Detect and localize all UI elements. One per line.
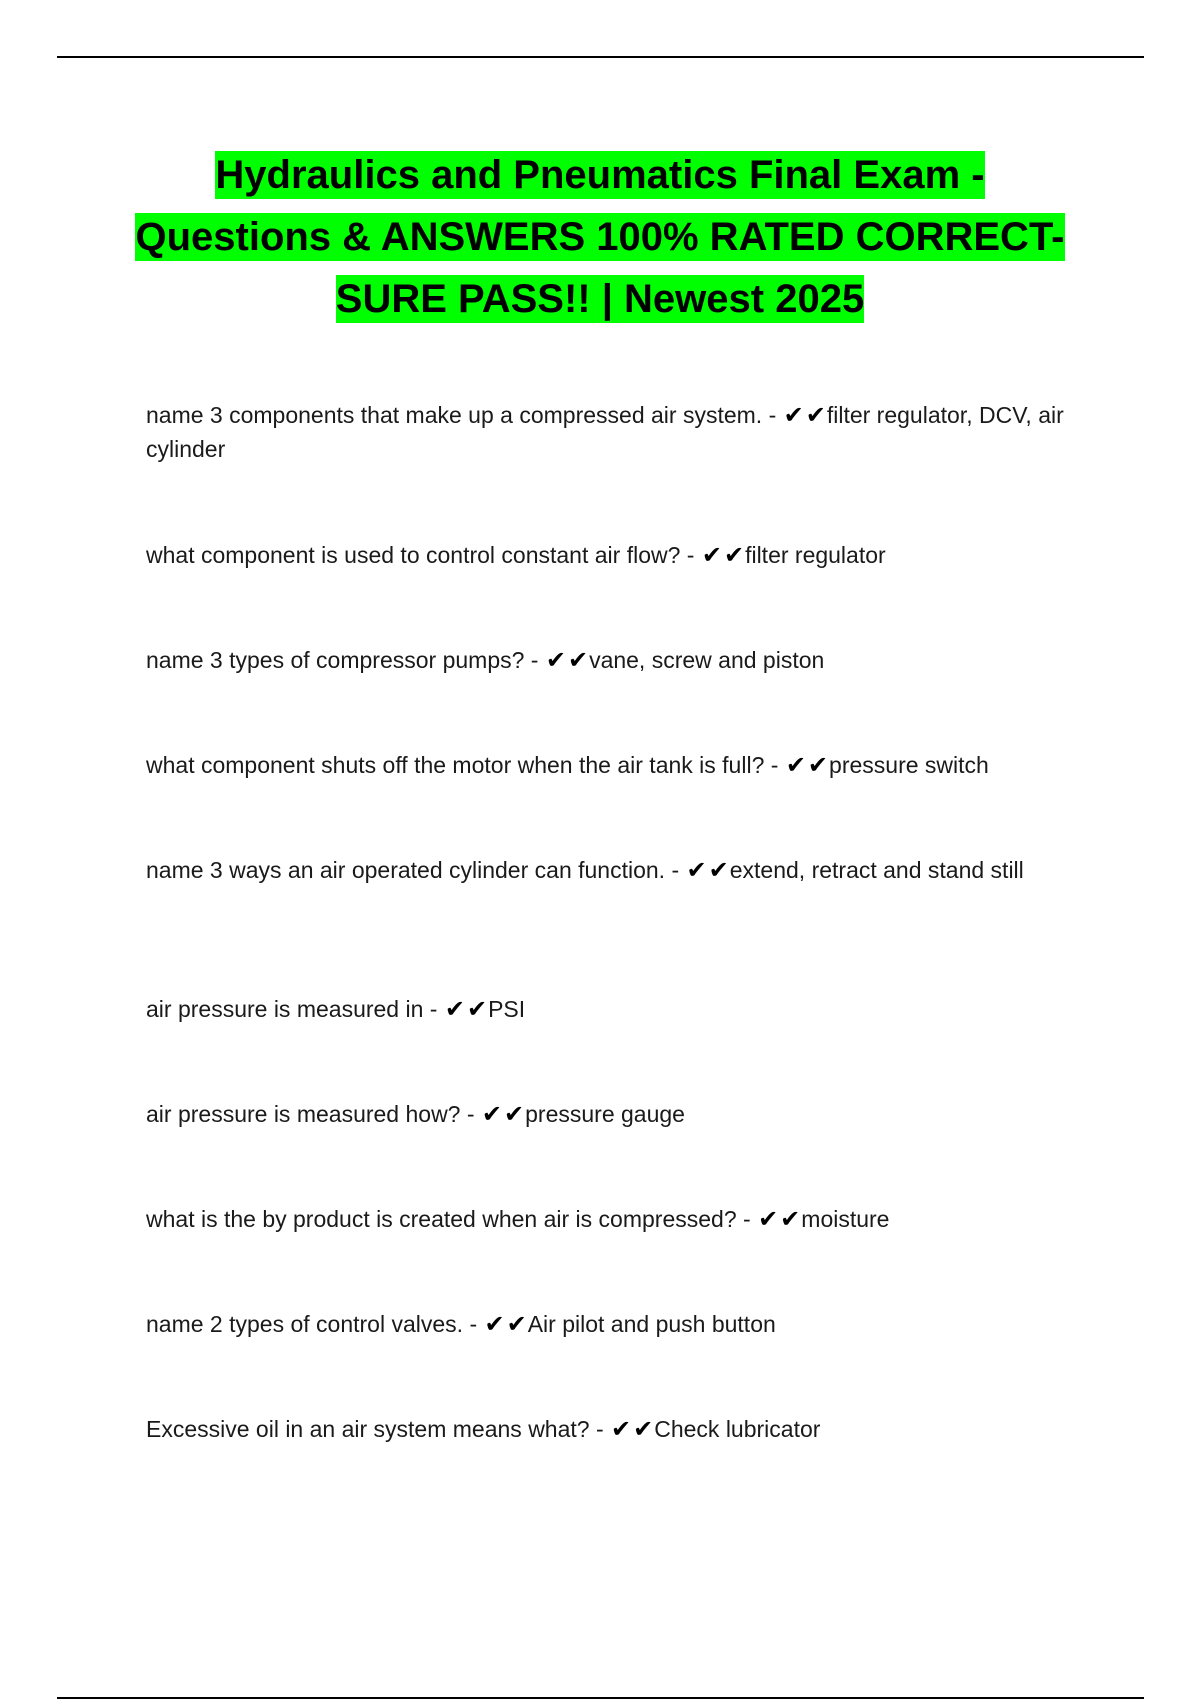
document-title bbox=[100, 144, 1100, 330]
checkmark-icon: ✔ bbox=[686, 856, 707, 884]
question-text: name 2 types of control valves. - bbox=[146, 1311, 478, 1337]
checkmark-icon: ✔ bbox=[708, 856, 729, 884]
answer-text: filter regulator, DCV, air cylinder bbox=[146, 402, 1064, 462]
bottom-rule bbox=[57, 1697, 1144, 1699]
list-item bbox=[146, 643, 1076, 677]
checkmark-icon: ✔ bbox=[758, 1205, 779, 1233]
checkmark-icon: ✔ bbox=[444, 995, 465, 1023]
answer-text: extend, retract and stand still bbox=[729, 857, 1024, 883]
answer-text: Air pilot and push button bbox=[527, 1311, 776, 1337]
question-text: what component shuts off the motor when the air tank is full? - bbox=[146, 752, 779, 778]
list-item bbox=[146, 1202, 1076, 1236]
checkmark-icon: ✔ bbox=[506, 1310, 527, 1338]
title-line-3: SURE PASS!! | Newest 2025 bbox=[335, 277, 865, 321]
checkmark-icon: ✔ bbox=[545, 646, 566, 674]
list-item bbox=[146, 853, 1076, 887]
list-item bbox=[146, 538, 1076, 572]
checkmark-icon: ✔ bbox=[780, 1205, 801, 1233]
answer-text: vane, screw and piston bbox=[589, 647, 825, 673]
qa-list bbox=[146, 398, 1076, 1478]
answer-text: PSI bbox=[488, 996, 526, 1022]
checkmark-icon: ✔ bbox=[785, 751, 806, 779]
checkmark-icon: ✔ bbox=[611, 1415, 632, 1443]
list-item bbox=[146, 748, 1076, 782]
checkmark-icon: ✔ bbox=[633, 1415, 654, 1443]
question-text: name 3 types of compressor pumps? - bbox=[146, 647, 539, 673]
checkmark-icon: ✔ bbox=[504, 1100, 525, 1128]
answer-text: moisture bbox=[801, 1206, 890, 1232]
answer-text: pressure gauge bbox=[525, 1101, 685, 1127]
question-text: name 3 ways an air operated cylinder can function. - bbox=[146, 857, 680, 883]
checkmark-icon: ✔ bbox=[805, 401, 826, 429]
question-text: air pressure is measured how? - bbox=[146, 1101, 475, 1127]
question-text: air pressure is measured in - bbox=[146, 996, 438, 1022]
list-item bbox=[146, 398, 1076, 466]
list-item bbox=[146, 1097, 1076, 1131]
checkmark-icon: ✔ bbox=[783, 401, 804, 429]
top-rule bbox=[57, 56, 1144, 58]
checkmark-icon: ✔ bbox=[484, 1310, 505, 1338]
answer-text: pressure switch bbox=[829, 752, 989, 778]
question-text: what component is used to control constant air flow? - bbox=[146, 542, 695, 568]
list-item bbox=[146, 992, 1076, 1026]
list-item bbox=[146, 1307, 1076, 1341]
title-line-1: Hydraulics and Pneumatics Final Exam - bbox=[215, 153, 985, 197]
question-text: Excessive oil in an air system means what? - bbox=[146, 1416, 604, 1442]
checkmark-icon: ✔ bbox=[567, 646, 589, 674]
answer-text: Check lubricator bbox=[654, 1416, 821, 1442]
title-line-2: Questions & ANSWERS 100% RATED CORRECT- bbox=[135, 215, 1065, 259]
checkmark-icon: ✔ bbox=[466, 995, 488, 1023]
answer-text: filter regulator bbox=[745, 542, 886, 568]
checkmark-icon: ✔ bbox=[481, 1100, 503, 1128]
checkmark-icon: ✔ bbox=[807, 751, 829, 779]
checkmark-icon: ✔ bbox=[701, 541, 722, 569]
question-text: name 3 components that make up a compressed air system. - bbox=[146, 402, 777, 428]
question-text: what is the by product is created when air is compressed? - bbox=[146, 1206, 751, 1232]
list-item bbox=[146, 1412, 1076, 1446]
checkmark-icon: ✔ bbox=[723, 541, 745, 569]
